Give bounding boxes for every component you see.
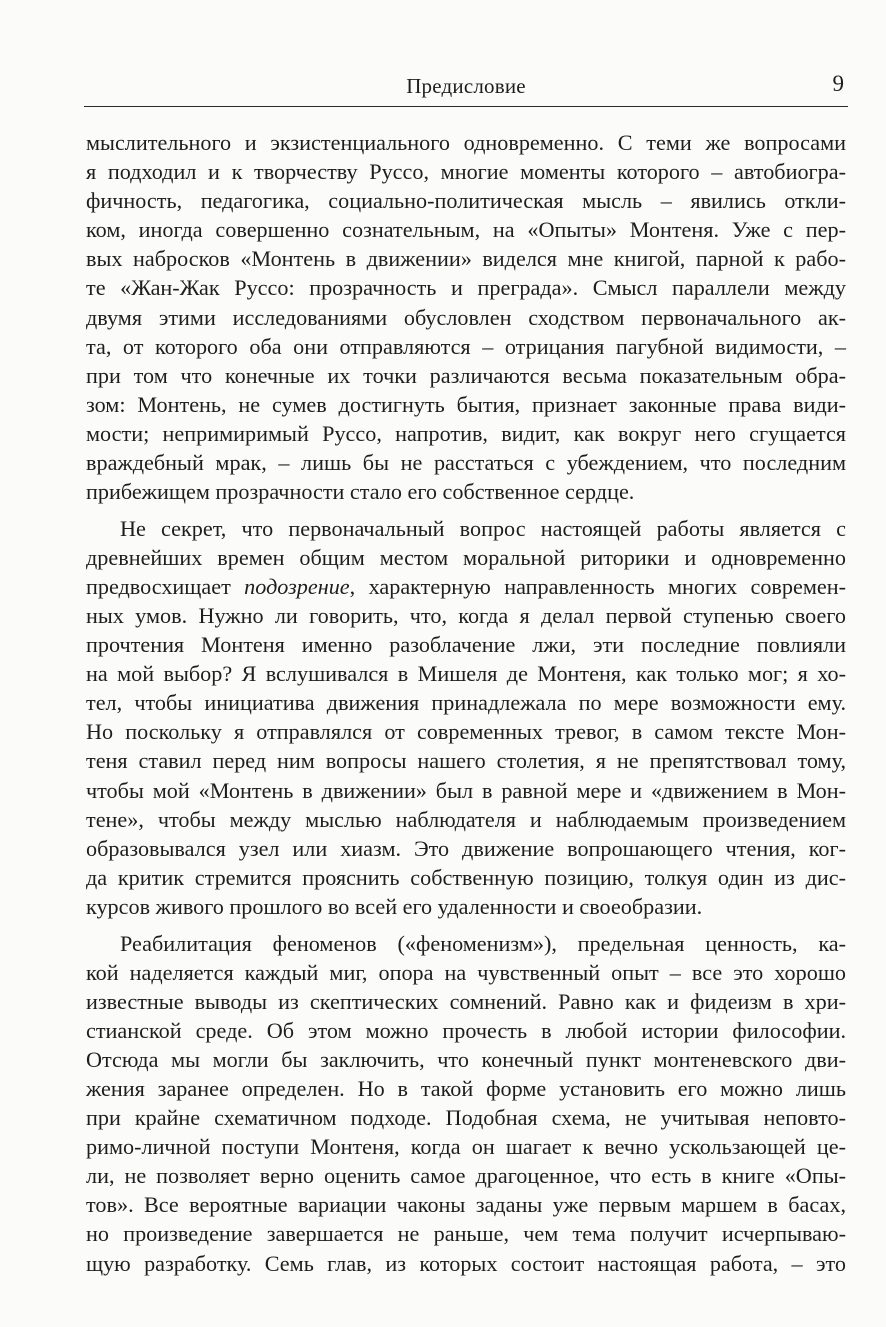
text-line: мости; непримиримый Руссо, напротив, видит, как вокруг него сгущается (86, 420, 846, 446)
text-line: ли, не позволяет верно оценить самое драгоценное, что есть в книге «Опы- (86, 1163, 846, 1189)
text-line: мыслительного и экзистенциального одновременно. С теми же вопросами (86, 130, 846, 155)
text-line: но произведение завершается не раньше, чем тема получит исчерпываю- (86, 1221, 846, 1247)
text-line: на мой выбор? Я вслушивался в Мишеля де Монтеня, как только мог; я хо- (86, 661, 846, 687)
text-line: двумя этими исследованиями обусловлен сходством первоначального ак- (86, 304, 846, 330)
text-line: тел, чтобы инициатива движения принадлежала по мере возможности ему. (86, 690, 846, 716)
page-number: 9 (832, 71, 844, 96)
text-line: теня ставил перед ним вопросы нашего столетия, я не препятствовал тому, (86, 748, 846, 774)
text-line: прибежищем прозрачности стало его собственное сердце. (86, 479, 635, 505)
header-rule (84, 106, 848, 107)
text-line: образовывался узел или хиазм. Это движение вопрошающего чтения, ког- (86, 835, 846, 861)
text-line: тов». Все вероятные вариации чаконы заданы уже первым маршем в басах, (86, 1192, 846, 1218)
text-line: враждебный мрак, – лишь бы не расстаться с убеждением, что последним (86, 450, 846, 476)
italic-term: подозрение (244, 573, 350, 599)
text-line: те «Жан-Жак Руссо: прозрачность и преграда». Смысл параллели между (86, 275, 846, 301)
text-line: тене», чтобы между мыслью наблюдателя и наблюдаемым произведением (86, 806, 846, 832)
text-line: Реабилитация феноменов («феноменизм»), предельная ценность, ка- (120, 930, 846, 956)
paragraph-gap (86, 506, 846, 514)
text-line: Отсюда мы могли бы заключить, что конечный пункт монтеневского дви- (86, 1046, 846, 1072)
paragraph-gap (86, 921, 846, 929)
text-line: я подходил и к творчеству Руссо, многие моменты которого – автобиогра- (86, 159, 846, 185)
text-line: вых набросков «Монтень в движении» виделся мне книгой, парной к рабо- (86, 246, 846, 272)
text-line: да критик стремится прояснить собственную позицию, толкуя один из дис- (86, 864, 846, 890)
running-head (84, 70, 848, 106)
text-line: ком, иногда совершенно сознательным, на «Опыты» Монтеня. Уже с пер- (86, 217, 846, 243)
text-line: зом: Монтень, не сумев достигнуть бытия, признает законные права види- (86, 391, 846, 417)
text-line: жения заранее определен. Но в такой форме установить его можно лишь (86, 1076, 846, 1101)
text-line: Но поскольку я отправлялся от современных тревог, в самом тексте Мон- (86, 719, 846, 745)
text-run: , характерную направленность многих современ- (349, 573, 846, 599)
text-run: предвосхищает (86, 573, 245, 599)
text-line: прочтения Монтеня именно разоблачение лжи, эти последние повлияли (86, 632, 846, 658)
text-line: кой наделяется каждый миг, опора на чувственный опыт – все это хорошо (86, 959, 846, 985)
text-line: курсов живого прошлого во всей его удаленности и своеобразии. (86, 893, 703, 919)
text-line: римо-личной поступи Монтеня, когда он шагает к вечно ускользающей це- (86, 1134, 846, 1160)
text-line: известные выводы из скептических сомнений. Равно как и фидеизм в хри- (86, 988, 846, 1014)
running-title: Предисловие (406, 74, 526, 98)
text-line: фичность, педагогика, социально-политическая мысль – явились откли- (86, 188, 846, 214)
text-line: Не секрет, что первоначальный вопрос настоящей работы является с (120, 515, 846, 541)
text-line: древнейших времен общим местом моральной риторики и одновременно (86, 544, 846, 570)
text-line: при крайне схематичном подходе. Подобная схема, не учитывая неповто- (86, 1105, 846, 1131)
body-text (86, 128, 846, 1278)
text-line: щую разработку. Семь глав, из которых состоит настоящая работа, – это (86, 1250, 846, 1276)
text-line: ных умов. Нужно ли говорить, что, когда я делал первой ступенью своего (86, 603, 846, 628)
text-line: та, от которого оба они отправляются – отрицания пагубной видимости, – (86, 333, 846, 359)
text-line: при том что конечные их точки различаются весьма показательным обра- (86, 362, 846, 388)
text-line: чтобы мой «Монтень в движении» был в равной мере и «движением в Мон- (86, 777, 846, 803)
text-line: стианской среде. Об этом можно прочесть в любой истории философии. (86, 1017, 846, 1043)
text-line-mixed (86, 572, 846, 601)
